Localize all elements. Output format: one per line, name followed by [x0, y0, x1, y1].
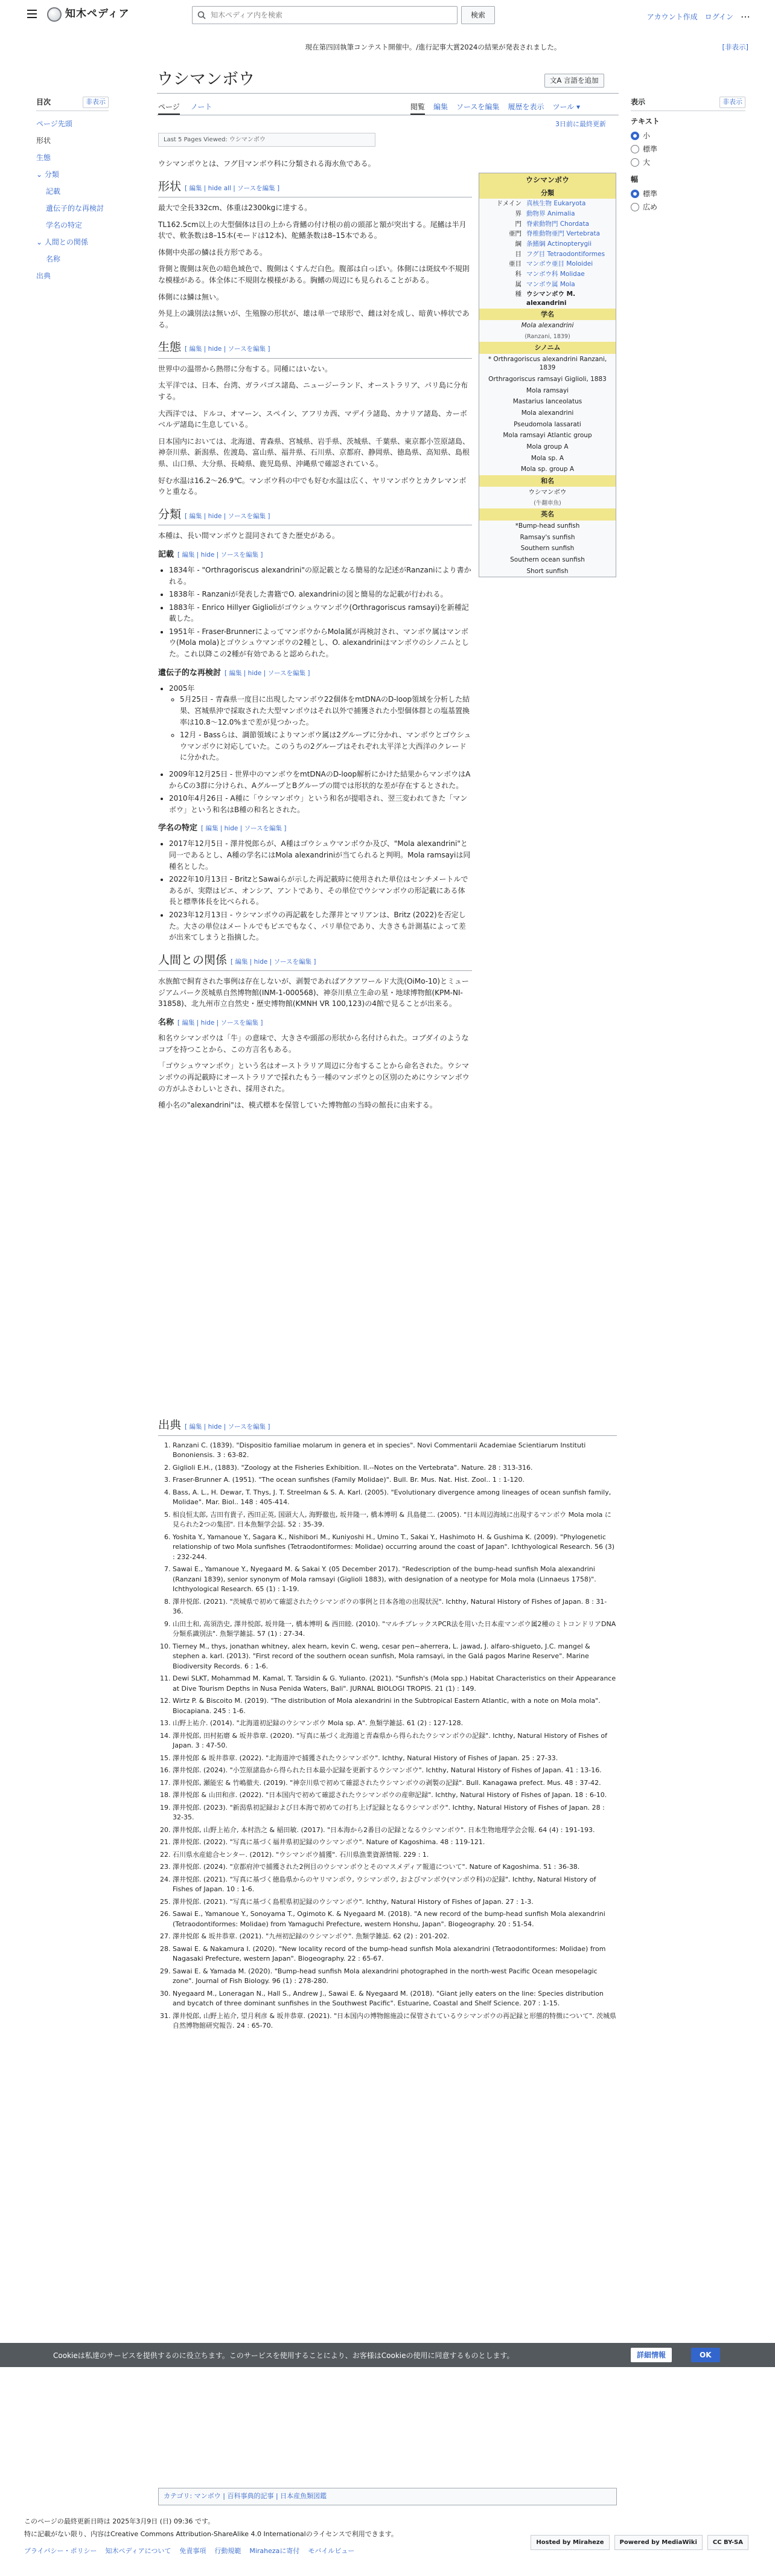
reference-item: 4. Bass, A. L., H. Dewar, T. Thys, J. T. Streelman & S. A. Karl. (2005). "Evolutionary divergence among lineages of ocean sunfish family, Molidae". Mar. Biol.. 148 : 405-414.: [173, 1488, 617, 1508]
toc-header: [36, 97, 109, 111]
list-item: ◦ 5月25日 - 青森県一度目に出現したマンボウ22個体をmtDNAのD-loop領域を分析した結果、宮城県沖で採取された大型マンボウはそれ以外で捕獲された小型個体群との塩基置換率は10.8〜12.0%まで差が見つかった。: [180, 694, 472, 728]
scientific-name-list: [158, 838, 472, 943]
reference-item: 25. 澤井悦郎. (2021). "写真に基づく島根県初記録のウシマンボウ". Ichthy, Natural History of Fishes of Japan. 27 : 1-3.: [173, 1897, 617, 1908]
naming-paragraph: 和名ウシマンボウは「牛」の意味で、大きさや頭部の形状から名付けられた。コブダイのようなコブを持つことから、この方言名もある。: [158, 1034, 469, 1054]
taxobox-band-classification: 分類: [479, 187, 616, 199]
taxobox-band-scientific-name: 学名: [479, 309, 616, 320]
cookie-banner: [0, 2343, 775, 2367]
toc-item-ecology[interactable]: 生態: [36, 153, 51, 162]
reference-list: [158, 1441, 617, 2031]
cc-license-badge[interactable]: CC BY-SA: [707, 2535, 748, 2550]
reference-item: 2. Giglioli E.H., (1883). "Zoology at the Fisheries Exhibition. II.--Notes on the Vertebrata". Nature. 28 : 313-316.: [173, 1463, 617, 1473]
synonym-item: Pseudomola lassarati: [514, 420, 581, 428]
english-name: *Bump-head sunfish: [515, 522, 580, 530]
list-item: • 1951年 - Fraser-BrunnerによってマンボウからMola属が再検討され、マンボウ属はマンボウ(Mola mola)とゴウシュウマンボウの2種とし、O. alexandriniはマンボウのシノニムとした。これ以降この2種が有効であると認められた。: [169, 626, 472, 660]
description-list: [158, 565, 472, 660]
synonym-item: Mola sp. A: [531, 454, 564, 462]
reference-item: 18. 澤井悦郎 & 山田和彦. (2022). "日本国内で初めて確認されたウシマンボウの産卵記録". Ichthy, Natural History of Fishes of Japan. 18 : 6-10.: [173, 1790, 617, 1801]
synonym-item: Mola ramsayi: [526, 386, 569, 394]
reference-item: 1. Ranzani C. (1839). "Dispositio familiae molarum in genera et in species". Novi Commentarii Academiae Scientiarum Instituti Bononiensis. 3 : 63-82.: [173, 1441, 617, 1461]
ecology-paragraph: 好む水温は16.2〜26.9℃。マンボウ科の中でも好む水温は広く、ヤリマンボウとカクレマンボウと重なる。: [158, 476, 467, 496]
reference-item: 7. Sawai E., Yamanoue Y., Nyegaard M. & Sakai Y. (05 December 2017). "Redescription of the bump-head sunfish Mola alexandrini (Ranzani 1839), senior synonym of Mola ramsayi (Giglioli 1883), with designation of a neotype for Mola mola (Linnaeus 1758)". Ichthyological Research. 65 (1) : 1-19.: [173, 1565, 617, 1595]
appearance-panel: [631, 97, 745, 214]
reference-item: 15. 澤井悦郎 & 坂井恭章. (2022). "北海道沖で捕獲されたウシマンボウ". Ichthy, Natural History of Fishes of Japan. 25 : 27-33.: [173, 1754, 617, 1764]
toc-item-human[interactable]: ⌄ 人間との関係: [36, 237, 88, 246]
chevron-down-icon: ⌄: [36, 170, 43, 179]
tab-history[interactable]: 履歴を表示: [508, 103, 544, 111]
ecology-paragraph: 日本国内においては、北海道、青森県、宮城県、岩手県、茨城県、千葉県、東京都小笠原諸島、神奈川県、新潟県、佐渡島、富山県、福井県、石川県、京都府、静岡県、徳島県、高知県、島根県、山口県、大分県、長崎県、鹿児島県、沖縄県で確認されている。: [158, 437, 470, 468]
reference-item: 13. 山野上祐介. (2014). "北海道初記録のウシマンボウ Mola sp. A". 魚類学雑誌. 61 (2) : 127-128.: [173, 1719, 617, 1729]
login-link[interactable]: ログイン: [704, 13, 733, 21]
add-language-button[interactable]: 文A 言語を追加: [544, 74, 604, 88]
subsection-heading-naming: 名称 [ 編集 | hide | ソースを編集 ]: [158, 1018, 263, 1028]
english-name: Southern sunfish: [520, 545, 575, 553]
tab-edit[interactable]: 編集: [433, 103, 448, 111]
synonym-item: Orthragoriscus ramsayi Giglioli, 1883: [488, 375, 607, 383]
list-item: • 2009年12月25日 - 世界中のマンボウをmtDNAのD-loop解析にかけた結果からマンボウはAからCの3群に分けられ、AグループとBグループの間では形状的な差が存在するとされた。: [169, 769, 472, 791]
cookie-text: Cookieは私達のサービスを提供するのに役立ちます。このサービスを使用することにより、お客様はCookieの使用に同意するものとします。: [53, 2351, 514, 2360]
japanese-name: ウシマンボウ: [528, 489, 567, 496]
page-title: ウシマンボウ: [157, 70, 255, 89]
menu-icon-bar: [27, 13, 37, 14]
view-tabs: [410, 101, 580, 115]
synonym-item: Mastarius lanceolatus: [512, 398, 582, 406]
section-heading-sources: 出典 [ 編集 | hide | ソースを編集 ]: [158, 1417, 617, 1436]
footer-badges: [531, 2535, 748, 2550]
list-item: • 2005年 ◦ 5月25日 - 青森県一度目に出現したマンボウ22個体をmtDNAのD-loop領域を分析した結果、宮城県沖で採取された大型マンボウはそれ以外で捕獲された小型個体群との塩基置換率は10.8〜12.0%まで差が見つかった。 ◦ 12月 - Bassらは、調節領域によりマンボウ属は2グループに分かれ、マンボウとゴウシュウマンボウに対応していた。このうちの2グループはそれぞれ太平洋と大西洋のクレードに分かれた。: [169, 683, 472, 763]
ecology-paragraph: 世界中の温帯から熱帯に分布する。同種にはいない。: [158, 364, 333, 373]
toc-item-genetic[interactable]: 遺伝子的な再検討: [46, 203, 104, 213]
list-item: • 2010年4月26日 - A種に「ウシマンボウ」という和名が提唱され、翌三変われてきた「マンボウ」という和名はB種の和名とされた。: [169, 793, 472, 815]
reference-item: 9. 山田土和, 高須浩史, 澤井悦郎, 坂井隆一, 橋本博明 & 西田睦. (2010). "マルチプレックスPCR法を用いた日本産マンボウ属2種のミトコンドリアDNA分類系識別法". 魚類学雑誌. 57 (1) : 27-34.: [173, 1620, 617, 1639]
last-modified-text: このページの最終更新日時は 2025年3月9日 (日) 09:36 です。: [24, 2517, 215, 2525]
list-item: • 1834年 - "Orthragoriscus alexandrini"の原記載となる簡易的な記述がRanzaniにより書かれる。: [169, 565, 472, 587]
appearance-hide-button[interactable]: 非表示: [719, 97, 745, 108]
footer-link-mobile-view[interactable]: モバイルビュー: [308, 2547, 355, 2555]
menu-icon-bar: [27, 10, 37, 11]
appearance-heading: 表示: [631, 98, 646, 107]
create-account-link[interactable]: アカウント作成: [646, 13, 698, 21]
page-footer: [24, 2517, 748, 2557]
english-name: Short sunfish: [526, 567, 569, 575]
site-header: [0, 0, 775, 30]
synonym-item: Mola sp. group A: [521, 466, 574, 473]
section-heading-ecology: 生態 [ 編集 | hide | ソースを編集 ]: [158, 339, 472, 358]
search-box[interactable]: [192, 6, 458, 24]
classification-paragraph: 本種は、長い間マンボウと混同されてきた歴史がある。: [158, 531, 340, 540]
reference-item: 20. 澤井悦郎, 山野上祐介, 本村浩之 & 稲田敏. (2017). "日本海から2番目の記録となるウシマンボウ". 日本生物地理学会会報. 64 (4) : 191-193.: [173, 1825, 617, 1836]
naming-paragraph: 「ゴウシュウマンボウ」という名はオーストラリア周辺に分布することから命名された。ウシマンボウの再記載時にオーストラリアで採れたもう一種のマンボウとの区別のためにウシマンボウの方がふさわしいとされ、採用された。: [158, 1062, 470, 1093]
subsection-heading-description: 記載 [ 編集 | hide | ソースを編集 ]: [158, 549, 263, 559]
main-menu-button[interactable]: [24, 7, 40, 23]
list-item: • 1838年 - Ranzaniが発表した書籍でO. alexandriniの図と簡易的な記載が行われる。: [169, 589, 472, 600]
cookie-ok-button[interactable]: OK: [691, 2348, 720, 2362]
taxobox: [479, 173, 616, 577]
english-name: Southern ocean sunfish: [510, 556, 585, 563]
toc-hide-button[interactable]: 非表示: [83, 97, 109, 108]
radio-button[interactable]: [631, 190, 639, 198]
taxobox-band-japanese-name: 和名: [479, 475, 616, 487]
text-size-option-standard[interactable]: 標準: [631, 143, 745, 156]
category-links[interactable]: カテゴリ: マンボウ | 百科事典的記事 | 日本産魚類図鑑: [158, 2488, 617, 2505]
scientific-name-authority: (Ranzani, 1839): [525, 333, 570, 340]
table-row: 門 脊索動物門 Chordata: [515, 220, 590, 228]
toc-item-description[interactable]: 記載: [46, 187, 61, 196]
text-size-option-large[interactable]: 大: [631, 156, 745, 169]
footer-link-code-of-conduct[interactable]: 行動規範: [214, 2547, 241, 2555]
genetic-list: [158, 683, 472, 816]
section-edit-links[interactable]: [ 編集 | hide | ソースを編集 ]: [185, 345, 270, 353]
section-edit-links[interactable]: [ 編集 | hide | ソースを編集 ]: [225, 669, 310, 677]
table-row: 亜目 マンボウ亜目 Moloidei: [509, 260, 593, 268]
divider: [157, 93, 619, 94]
reference-item: 11. Dewi SLKT, Mohammad M. Kamal, T. Tarsidin & G. Yulianto. (2021). "Sunfish's (Mola spp.) Habitat Characteristics on their Appearance at Dive Tourism Depths in Nusa Penida Waters, Bali". JURNAL BIOLOGI TROPIS. 21 (1) : 149.: [173, 1674, 617, 1694]
reference-item: 14. 澤井悦郎, 田村拓磨 & 坂井恭章. (2020). "写真に基づく北海道と青森県から得られたウシマンボウの記録". Ichthy, Natural History of Fishes of Japan. 3 : 47-50.: [173, 1731, 617, 1751]
table-row: 科 マンボウ科 Molidae: [515, 271, 585, 278]
synonym-item: Mola ramsayi Atlantic group: [503, 432, 592, 440]
site-notice: [118, 42, 748, 53]
width-option-wide[interactable]: 広め: [631, 200, 745, 214]
site-name: 知木ペディア: [65, 8, 130, 20]
naming-paragraph: 種小名の"alexandrini"は、模式標本を保管していた博物館の当時の館長に由来する。: [158, 1101, 437, 1110]
table-of-contents: [36, 97, 109, 285]
miraheze-badge[interactable]: Hosted by Miraheze: [531, 2535, 609, 2550]
list-item: • 2023年12月13日 - ウシマンボウの再記載をした澤井とマリアンは、Britz (2022)を否定した。大さの単位はメートルでもピエでもなく、パリ単位であり、大きさも計測基によって差が出来てしまうと指摘した。: [169, 909, 472, 943]
menu-icon-bar: [27, 17, 37, 18]
reference-item: 8. 澤井悦郎. (2021). "茨城県で初めて確認されたウシマンボウの事例と日本各地の出現状況". Ichthy, Natural History of Fishes of Japan. 8 : 31-36.: [173, 1597, 617, 1617]
english-name: Ramsay's sunfish: [520, 533, 575, 541]
toc-item-top[interactable]: ページ先頭: [36, 119, 72, 128]
toc-heading: 目次: [36, 98, 51, 107]
article-body: [158, 158, 472, 1117]
table-row: 界 動物界 Animalia: [515, 210, 575, 217]
section-heading-human: 人間との関係 [ 編集 | hide | ソースを編集 ]: [158, 952, 472, 971]
reference-item: 23. 澤井悦郎. (2024). "京都府沖で捕獲された2例目のウシマンボウとそのマスメディア報道について". Nature of Kagoshima. 51 : 36-38.: [173, 1862, 617, 1873]
section-edit-links[interactable]: [ 編集 | hide | ソースを編集 ]: [185, 1423, 270, 1431]
footer-link-about[interactable]: 知木ペディアについて: [105, 2547, 171, 2555]
chevron-down-icon: ⌄: [36, 237, 43, 246]
shape-paragraph: 最大で全長332cm、体重は2300kgに達する。: [158, 203, 312, 213]
subsection-heading-genetic: 遺伝子的な再検討 [ 編集 | hide | ソースを編集 ]: [158, 668, 310, 678]
tab-page[interactable]: ページ: [158, 101, 180, 115]
section-edit-links[interactable]: [ 編集 | hide | ソースを編集 ]: [177, 1019, 263, 1027]
shape-paragraph: 体側には鱗は無い。: [158, 292, 224, 301]
footer-link-disclaimer[interactable]: 免責事項: [179, 2547, 206, 2555]
section-edit-links[interactable]: [ 編集 | hide all | ソースを編集 ]: [185, 184, 280, 192]
search-input[interactable]: [209, 10, 439, 20]
scientific-name: Mola alexandrini: [521, 322, 574, 330]
toc-item-shape[interactable]: 形状: [36, 136, 51, 145]
radio-button[interactable]: [631, 145, 639, 153]
section-edit-links[interactable]: [ 編集 | hide | ソースを編集 ]: [185, 512, 270, 520]
tab-tools[interactable]: ツール ▾: [552, 103, 581, 111]
ecology-paragraph: 太平洋では、日本、台湾、ガラパゴス諸島、ニュージーランド、オーストラリア、パリ島に分布する。: [158, 381, 468, 401]
reference-item: 24. 澤井悦郎. (2021). "写真に基づく徳島県からのヤリマンボウ, ウシマンボウ, およびマンボウ(マンボウ科)の記録". Ichthy, Natural History of Fishes of Japan. 10 : 1-6.: [173, 1875, 617, 1895]
taxobox-band-english-name: 英名: [479, 508, 616, 520]
radio-button[interactable]: [631, 158, 639, 167]
references-section: [158, 1417, 617, 2034]
mediawiki-badge[interactable]: Powered by MediaWiki: [614, 2535, 703, 2550]
recent-pages-box: Last 5 Pages Viewed: ウシマンボウ: [158, 133, 375, 147]
reference-item: 5. 相良恒太郎, 吉田有貴子, 西田正英, 国頭大人, 海野徹也, 坂井隆一, 橋本博明 & 具島健二. (2005). "日本周辺海域に出現するマンボウ Mola mola に見られた2つの集団". 日本魚類学会誌. 52 : 35-39.: [173, 1510, 617, 1530]
section-edit-links[interactable]: [ 編集 | hide | ソースを編集 ]: [201, 825, 287, 833]
reference-item: 10. Tierney M., thys, jonathan whitney, alex hearn, kevin C. weng, cesar pen~aherrera, L. jawad, J. alfaro-shigueto, J.C. mangel & stephen a. karl. (2013). "First record of the southern ocean sunfish, Mola ramsayi, in the Galá pagos Marine Reserve". Marine Biodiversity Records. 6 : 1-6.: [173, 1642, 617, 1672]
tab-edit-source[interactable]: ソースを編集: [456, 103, 500, 111]
reference-item: 19. 澤井悦郎. (2023). "新潟県初記録および日本海で初めての打ち上げ記録となるウシマンボウ". Ichthy, Natural History of Fishes of Japan. 28 : 32-35.: [173, 1803, 617, 1823]
user-links: [647, 10, 751, 24]
reference-item: 29. Sawai E. & Yamada M. (2020). "Bump-head sunfish Mola alexandrini photographed in the north-west Pacific Ocean mesopelagic zone". Journal of Fish Biology. 96 (1) : 278-280.: [173, 1967, 617, 1987]
reference-item: 22. 石川県水産総合センター. (2012). "ウシマンボウ捕獲". 石川県漁業資源情報. 229 : 1.: [173, 1850, 617, 1860]
table-row: 綱 条鰭綱 Actinopterygii: [515, 240, 592, 248]
synonym-item: * Orthragoriscus alexandrini Ranzani, 1839: [488, 355, 607, 372]
ellipsis-icon[interactable]: ⋯: [741, 11, 751, 22]
radio-button[interactable]: [631, 203, 639, 211]
site-notice-hide[interactable]: [非表示]: [722, 43, 748, 51]
width-heading: 幅: [631, 175, 639, 184]
synonym-item: Mola group A: [526, 443, 569, 451]
appearance-header: [631, 97, 745, 111]
reference-item: 6. Yoshita Y., Yamanoue Y., Sagara K., Nishibori M., Kuniyoshi H., Umino T., Sakai Y., Hashimoto H. & Gushima K. (2009). "Phylogenetic relationship of two Mola sunfishes (Tetraodontiformes: Molidae) occurring around the coast of Japan". Ichthyological Research. 56 (3) : 232-244.: [173, 1533, 617, 1563]
site-logo[interactable]: [47, 7, 130, 22]
footer-link-donate[interactable]: Mirahezaに寄付: [249, 2547, 300, 2555]
reference-item: 28. Sawai E. & Nakamura I. (2020). "New locality record of the bump-head sunfish Mola alexandrini (Tetraodontiformes: Molidae) from Nagasaki Prefecture, western Japan". Biogeography. 22 : 65-67.: [173, 1944, 617, 1964]
tab-talk[interactable]: ノート: [190, 103, 212, 111]
human-paragraph: 水族館で飼育された事例は存在しないが、剥製であればアクアワールド大洗(OiMo-10)とミュージアムパーク茨城県自然博物館(INM-1-000568)、神奈川県立生命の星・地球博物館(KPM-NI-31858)、北九州市立自然史・歴史博物館(KMNH VR 100,123)の4館で見ることが出来る。: [158, 977, 469, 1008]
reference-item: 12. Wirtz P. & Biscoito M. (2019). "The distribution of Mola alexandrini in the Subtropical Eastern Atlantic, with a note on Mola mola". Biocapiana. 245 : 1-6.: [173, 1696, 617, 1716]
reference-item: 17. 澤井悦郎, 瀬能宏 & 竹嶋徹夫. (2019). "神奈川県で初めて確認されたウシマンボウの剥製の記録". Bull. Kanagawa prefect. Mus. 48 : 37-42.: [173, 1778, 617, 1789]
section-edit-links[interactable]: [ 編集 | hide | ソースを編集 ]: [177, 551, 263, 559]
shape-paragraph: 外見上の識別法は無いが、生殖腺の形状が、雄は単一で球形で、雌は対を成し、暗黄い棒状である。: [158, 309, 470, 329]
tab-read[interactable]: 閲覧: [410, 101, 425, 115]
list-item: • 2017年12月5日 - 澤井悦郎らが、A種はゴウシュウマンボウか及び、"Mola alexandrini"と同一であるとし、A種の学名にはMola alexandriniが当てられると判明。Mola ramsayiは同種名とした。: [169, 838, 472, 872]
text-size-heading: テキスト: [631, 117, 660, 126]
table-row: 亜門 脊椎動物亜門 Vertebrata: [509, 230, 601, 238]
section-heading-shape: 形状 [ 編集 | hide all | ソースを編集 ]: [158, 178, 472, 197]
reference-item: 27. 澤井悦郎 & 坂井恭章. (2021). "九州初記録のウシマンボウ". 魚類学雑誌. 62 (2) : 201-202.: [173, 1932, 617, 1942]
globe-icon: [47, 7, 62, 22]
toc-item-classification[interactable]: ⌄ 分類: [36, 170, 59, 179]
site-notice-text: 現在第四回執筆コンテスト開催中。/進行記事大賞2024の結果が発表されました。: [305, 43, 561, 51]
japanese-name-kanji: (牛翻車魚): [534, 500, 561, 507]
list-item: • 1883年 - Enrico Hillyer Giglioliがゴウシュウマンボウ(Orthragoriscus ramsayi)を新種記載した。: [169, 602, 472, 624]
search-icon: [197, 11, 206, 19]
license-text: 特に記載がない限り、内容はCreative Commons Attribution-ShareAlike 4.0 Internationalのライセンスで利用できます。: [24, 2530, 398, 2538]
reference-item: 30. Nyegaard M., Loneragan N., Hall S., Andrew J., Sawai E. & Nyegaard M. (2018). "Giant jelly eaters on the line: Species distribution and bycatch of three dominant sunfishes in the Southwest Pacific". Estuarine, Coastal and Shelf Science. 207 : 1-15.: [173, 1989, 617, 2009]
table-row: 属 マンボウ属 Mola: [515, 280, 575, 288]
text-size-option-small[interactable]: 小: [631, 129, 745, 143]
table-row: 種 ウシマンボウ M. alexandrini: [515, 290, 576, 307]
table-row: ドメイン 真核生物 Eukaryota: [496, 200, 586, 208]
toc-item-naming[interactable]: 名称: [46, 254, 61, 263]
taxonomy-table: [479, 199, 616, 309]
reference-item: 16. 澤井悦郎. (2024). "小笠原諸島から得られた日本最小記録を更新するウシマンボウ". Ichthy, Natural History of Fishes of Japan. 41 : 13-16.: [173, 1766, 617, 1776]
synonym-item: Mola alexandrini: [521, 409, 574, 417]
cookie-more-info-button[interactable]: 詳細情報: [631, 2348, 672, 2362]
section-heading-classification: 分類 [ 編集 | hide | ソースを編集 ]: [158, 506, 472, 525]
reference-item: 3. Fraser-Brunner A. (1951). "The ocean sunfishes (Family Molidae)". Bull. Br. Mus. Nat. Hist. Zool.. 1 : 1-120.: [173, 1475, 617, 1485]
taxobox-title: ウシマンボウ: [479, 173, 616, 187]
search-button[interactable]: 検索: [461, 6, 495, 24]
ecology-paragraph: 大西洋では、ドルコ、オマーン、スペイン、アフリカ西、マデイラ諸島、カナリア諸島、カーボベルデ諸島に生息している。: [158, 409, 467, 429]
radio-button[interactable]: [631, 132, 639, 140]
list-item: ◦ 12月 - Bassらは、調節領域によりマンボウ属は2グループに分かれ、マンボウとゴウシュウマンボウに対応していた。このうちの2グループはそれぞれ太平洋と大西洋のクレードに分かれた。: [180, 729, 472, 763]
last-edited-link[interactable]: 3日前に最終更新: [555, 120, 606, 128]
shape-paragraph: 背側と腹側は灰色の暗色域色で、腹側はくすんだ白色。腹部は白っぽい。体側には斑紋や不規則な模様がある。体全体に不規則な模様がある。胸鰭の周辺にも見られることがある。: [158, 264, 470, 284]
taxobox-band-synonyms: シノニム: [479, 342, 616, 353]
width-option-standard[interactable]: 標準: [631, 187, 745, 200]
reference-item: 21. 澤井悦郎. (2022). "写真に基づく福井県初記録のウシマンボウ". Nature of Kagoshima. 48 : 119-121.: [173, 1837, 617, 1848]
shape-paragraph: 体側中央部の鱗は長方形である。: [158, 248, 267, 257]
table-row: 目 フグ目 Tetraodontiformes: [515, 250, 605, 258]
toc-item-scientific-name[interactable]: 学名の特定: [46, 220, 83, 229]
list-item: • 2022年10月13日 - BritzとSawaiらが示した再記載時に使用された単位はセンチメートルであるが、実際はピエ、オンシア、アントであり、その単位でウシマンボウの形記載にある体長と標準体長を比べられる。: [169, 874, 472, 908]
subsection-heading-scientific-name: 学名の特定 [ 編集 | hide | ソースを編集 ]: [158, 824, 287, 833]
namespace-tabs: [158, 101, 212, 115]
shape-paragraph: TL162.5cm以上の大型個体は目の上から背鰭の付け根の前の頭部と額が突出する。尾鰭は半月状で、軟条数は8–15本(モードは12本)、舵鰭条数は8–15本である。: [158, 220, 467, 240]
intro-paragraph: ウシマンボウとは、フグ目マンボウ科に分類される海水魚である。: [158, 159, 375, 168]
toc-item-sources[interactable]: 出典: [36, 271, 51, 280]
reference-item: 31. 澤井悦郎, 山野上祐介, 望月利彦 & 坂井恭章. (2021). "日本国内の博物館施設に保管されているウシマンボウの再記録と形態的特徴について". 茨城県自然博物館研究報告. 24 : 65-70.: [173, 2011, 617, 2031]
section-edit-links[interactable]: [ 編集 | hide | ソースを編集 ]: [231, 958, 316, 966]
footer-link-privacy[interactable]: プライバシー・ポリシー: [24, 2547, 97, 2555]
reference-item: 26. Sawai E., Yamanoue Y., Sonoyama T., Ogimoto K. & Nyegaard M. (2018). "A new record of the bump-head sunfish Mola alexandrini (Tetraodontiformes: Molidae) from Yamaguchi Prefecture, western Honshu, Japan". Biogeography. 20 : 51-54.: [173, 1909, 617, 1929]
